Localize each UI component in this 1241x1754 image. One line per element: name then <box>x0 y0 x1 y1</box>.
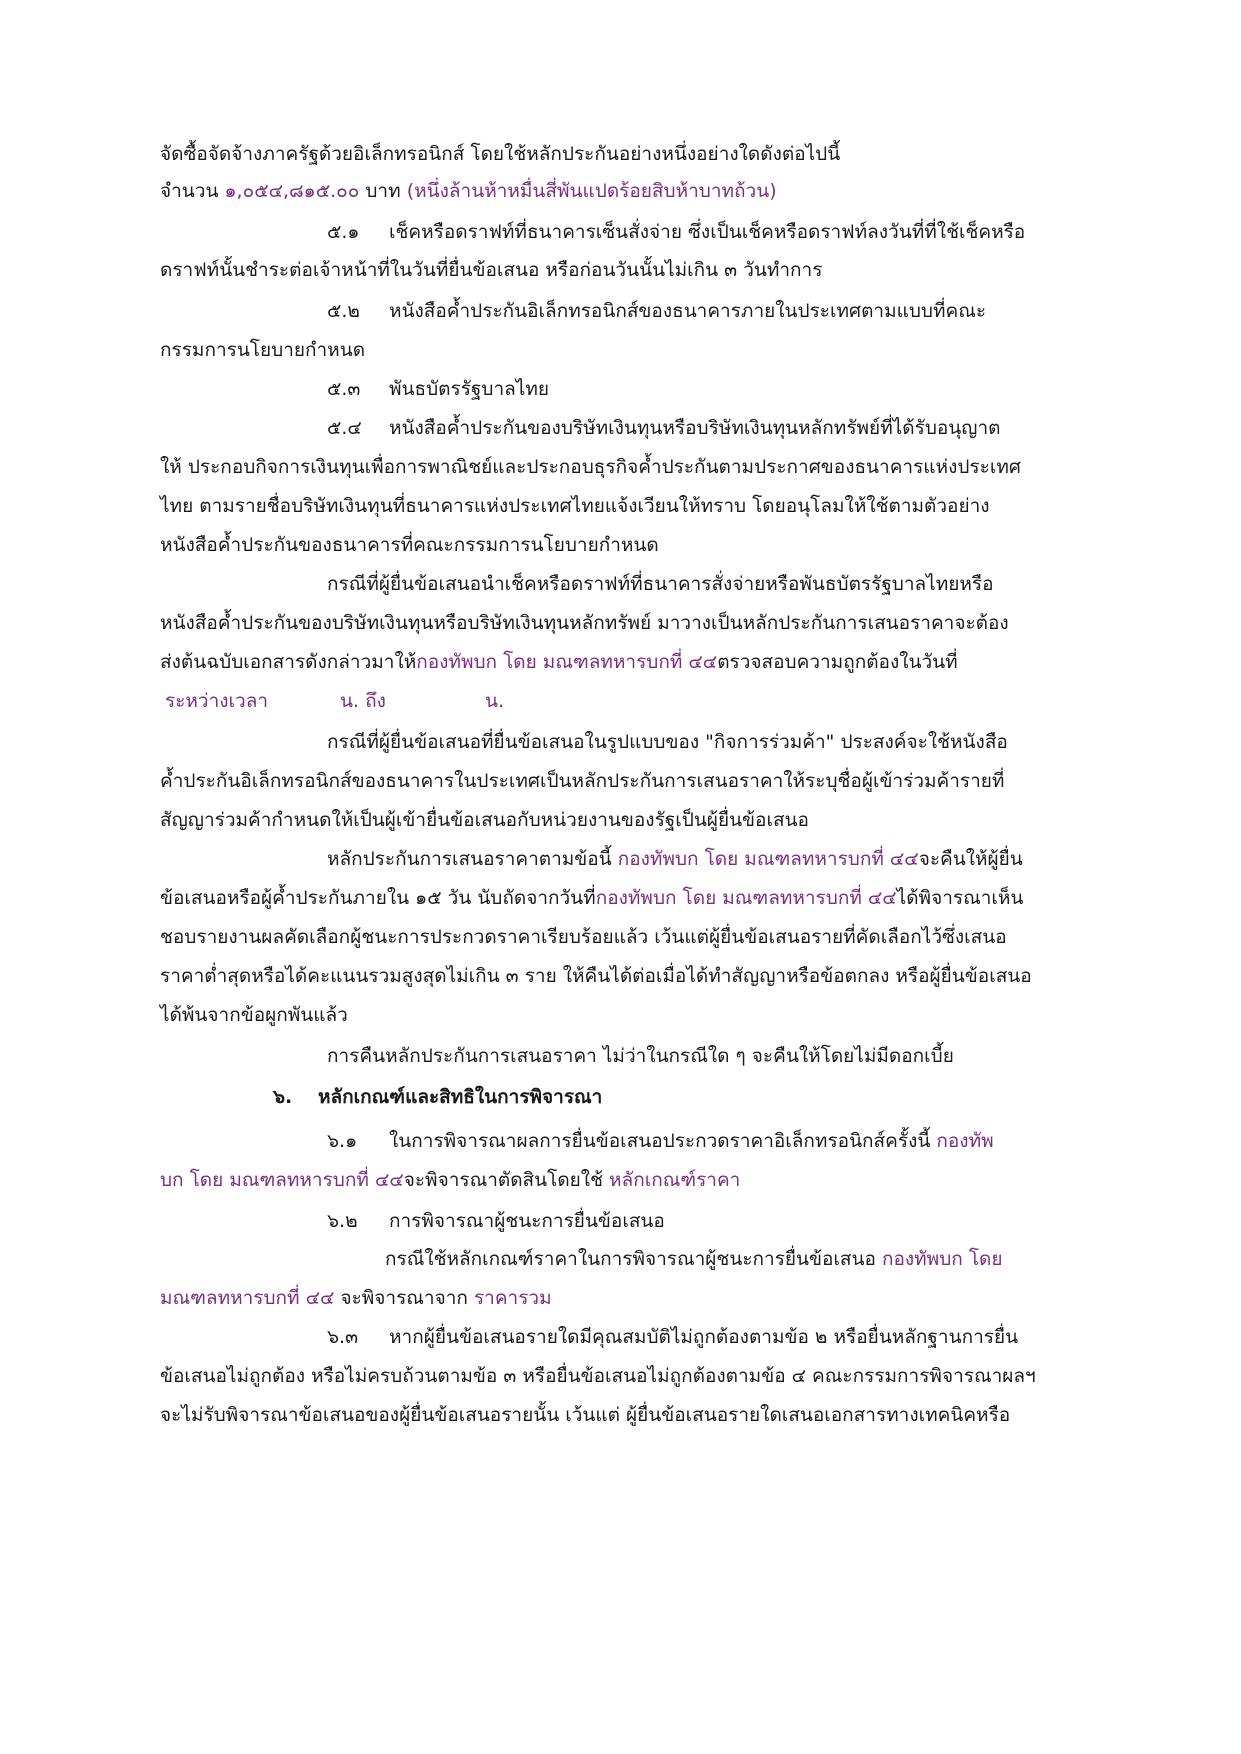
section-title: หลักเกณฑ์และสิทธิในการพิจารณา <box>318 1086 603 1108</box>
criteria-value: ราคารวม <box>473 1287 552 1309</box>
item-text: หนังสือค้ำประกันของธนาคารที่คณะกรรมการนโยบายกำหนด <box>160 534 659 556</box>
time-to-label: น. ถึง <box>340 690 386 712</box>
paragraph-line <box>160 647 958 677</box>
item-number: ๕.๑ <box>327 221 360 243</box>
item-5-4-cont <box>160 491 990 521</box>
paragraph-line <box>160 805 809 835</box>
paragraph-line <box>327 569 994 599</box>
item-number: ๕.๒ <box>327 300 360 322</box>
paragraph-text: ค้ำประกันอิเล็กทรอนิกส์ของธนาคารในประเทศเป็นหลักประกันการเสนอราคาให้ระบุชื่อผู้เข้าร่วมค้ารายที่ <box>160 770 1005 792</box>
item-text: จะพิจารณาจาก <box>340 1287 468 1309</box>
paragraph-text: ตรวจสอบความถูกต้องในวันที่ <box>717 651 958 673</box>
paragraph-line <box>327 844 1023 874</box>
agency-name: บก โดย มณฑลทหารบกที่ ๔๔ <box>160 1169 404 1191</box>
paragraph-text: ราคาต่ำสุดหรือได้คะแนนรวมสูงสุดไม่เกิน ๓ ราย ให้คืนได้ต่อเมื่อได้ทำสัญญาหรือข้อตกลง หรือผู้ยื่นข้อเสนอ <box>160 965 1032 987</box>
item-number: ๖.๑ <box>327 1130 358 1152</box>
intro-text: จัดซื้อจัดจ้างภาครัฐด้วยอิเล็กทรอนิกส์ โดยใช้หลักประกันอย่างหนึ่งอย่างใดดังต่อไปนี้ <box>160 143 841 165</box>
agency-name: กองทัพ <box>936 1130 994 1152</box>
paragraph-line <box>160 922 1007 952</box>
item-5-1-cont <box>160 255 822 285</box>
item-text: หนังสือค้ำประกันของบริษัทเงินทุนหรือบริษัทเงินทุนหลักทรัพย์ที่ได้รับอนุญาต <box>389 417 1001 439</box>
paragraph-text: ได้พิจารณาเห็น <box>896 887 1024 909</box>
item-text: ในการพิจารณาผลการยื่นข้อเสนอประกวดราคาอิเล็กทรอนิกส์ครั้งนี้ <box>389 1130 931 1152</box>
criteria-value: หลักเกณฑ์ราคา <box>609 1169 741 1191</box>
item-5-1 <box>327 217 1025 247</box>
paragraph-line <box>160 883 1023 913</box>
paragraph-text: กรณีที่ผู้ยื่นข้อเสนอนำเช็คหรือดราฟท์ที่ธนาคารสั่งจ่ายหรือพันธบัตรรัฐบาลไทยหรือ <box>327 573 994 595</box>
item-number: ๖.๓ <box>327 1326 359 1348</box>
item-5-3 <box>327 374 549 404</box>
paragraph-line <box>160 608 1009 638</box>
section-6-heading <box>273 1082 602 1112</box>
agency-name: กองทัพบก โดย มณฑลทหารบกที่ ๔๔ <box>416 651 718 673</box>
paragraph-line <box>160 766 1004 796</box>
item-number: ๖.๒ <box>327 1210 358 1232</box>
item-6-2 <box>327 1206 665 1236</box>
item-6-2-cont <box>160 1283 552 1313</box>
amount-words: (หนึ่งล้านห้าหมื่นสี่พันแปดร้อยสิบห้าบาทถ้วน) <box>406 180 777 202</box>
item-6-3 <box>327 1322 1018 1352</box>
amount-value: ๑,๐๕๔,๘๑๕.๐๐ <box>224 180 360 202</box>
paragraph-line <box>160 1000 348 1030</box>
paragraph-text: หนังสือค้ำประกันของบริษัทเงินทุนหรือบริษัทเงินทุนหลักทรัพย์ มาวางเป็นหลักประกันการเสนอราคาจะต้อง <box>160 612 1009 634</box>
item-6-1-cont <box>160 1165 740 1195</box>
item-6-2-sub <box>385 1244 1003 1274</box>
item-5-4 <box>327 413 1000 443</box>
item-5-4-cont <box>160 530 659 560</box>
item-6-1 <box>327 1126 994 1156</box>
item-number: ๕.๓ <box>327 378 361 400</box>
paragraph-text: สัญญาร่วมค้ากำหนดให้เป็นผู้เข้ายื่นข้อเสนอกับหน่วยงานของรัฐเป็นผู้ยื่นข้อเสนอ <box>160 809 809 831</box>
item-text: ข้อเสนอไม่ถูกต้อง หรือไม่ครบถ้วนตามข้อ ๓ หรือยื่นข้อเสนอไม่ถูกต้องตามข้อ ๔ คณะกรรมการพิจารณาผลฯ <box>160 1365 1036 1387</box>
intro-line <box>160 139 840 169</box>
item-6-3-cont <box>160 1361 1036 1391</box>
agency-name: กองทัพบก โดย มณฑลทหารบกที่ ๔๔ <box>595 887 897 909</box>
item-text: เช็คหรือดราฟท์ที่ธนาคารเซ็นสั่งจ่าย ซึ่งเป็นเช็คหรือดราฟท์ลงวันที่ที่ใช้เช็คหรือ <box>389 221 1026 243</box>
section-number: ๖. <box>273 1086 293 1108</box>
agency-name: กองทัพบก โดย <box>881 1248 1003 1270</box>
paragraph-line <box>327 727 1008 757</box>
item-text: ไทย ตามรายชื่อบริษัทเงินทุนที่ธนาคารแห่งประเทศไทยแจ้งเวียนให้ทราบ โดยอนุโลมให้ใช้ตามตัวอย่าง <box>160 495 990 517</box>
paragraph-text: ข้อเสนอหรือผู้ค้ำประกันภายใน ๑๕ วัน นับถัดจากวันที่ <box>160 887 596 909</box>
item-text: พันธบัตรรัฐบาลไทย <box>389 378 549 400</box>
item-text: การพิจารณาผู้ชนะการยื่นข้อเสนอ <box>389 1210 665 1232</box>
item-text: กรรมการนโยบายกำหนด <box>160 339 366 361</box>
item-5-4-cont <box>160 452 1021 482</box>
item-5-2 <box>327 296 986 326</box>
paragraph-text: การคืนหลักประกันการเสนอราคา ไม่ว่าในกรณีใด ๆ จะคืนให้โดยไม่มีดอกเบี้ย <box>327 1045 954 1067</box>
amount-line <box>160 176 777 206</box>
item-text: หนังสือค้ำประกันอิเล็กทรอนิกส์ของธนาคารภายในประเทศตามแบบที่คณะ <box>389 300 987 322</box>
paragraph-text: หลักประกันการเสนอราคาตามข้อนี้ <box>327 848 612 870</box>
item-6-3-cont <box>160 1400 1010 1430</box>
item-5-2-cont <box>160 335 365 365</box>
item-text: จะไม่รับพิจารณาข้อเสนอของผู้ยื่นข้อเสนอรายนั้น เว้นแต่ ผู้ยื่นข้อเสนอรายใดเสนอเอกสารทางเทคนิคหรือ <box>160 1404 1011 1426</box>
agency-name: กองทัพบก โดย มณฑลทหารบกที่ ๔๔ <box>617 848 919 870</box>
item-text: ให้ ประกอบกิจการเงินทุนเพื่อการพาณิชย์และประกอบธุรกิจค้ำประกันตามประกาศของธนาคารแห่งประเทศ <box>160 456 1021 478</box>
paragraph-text: ชอบรายงานผลคัดเลือกผู้ชนะการประกวดราคาเรียบร้อยแล้ว เว้นแต่ผู้ยื่นข้อเสนอรายที่คัดเลือกไว้ซึ่งเสนอ <box>160 926 1007 948</box>
item-text: ดราฟท์นั้นชำระต่อเจ้าหน้าที่ในวันที่ยื่นข้อเสนอ หรือก่อนวันนั้นไม่เกิน ๓ วันทำการ <box>160 259 823 281</box>
amount-unit: บาท <box>365 180 401 202</box>
paragraph-text: กรณีที่ผู้ยื่นข้อเสนอที่ยื่นข้อเสนอในรูปแบบของ "กิจการร่วมค้า" ประสงค์จะใช้หนังสือ <box>327 731 1008 753</box>
item-text: จะพิจารณาตัดสินโดยใช้ <box>403 1169 603 1191</box>
paragraph-line <box>327 1041 954 1071</box>
agency-name: มณฑลทหารบกที่ ๔๔ <box>160 1287 335 1309</box>
item-text: หากผู้ยื่นข้อเสนอรายใดมีคุณสมบัติไม่ถูกต้องตามข้อ ๒ หรือยื่นหลักฐานการยื่น <box>389 1326 1019 1348</box>
time-range-line <box>165 686 505 716</box>
paragraph-text: จะคืนให้ผู้ยื่น <box>918 848 1023 870</box>
paragraph-text: ได้พ้นจากข้อผูกพันแล้ว <box>160 1004 348 1026</box>
amount-prefix: จำนวน <box>160 180 219 202</box>
paragraph-line <box>160 961 1032 991</box>
item-text: กรณีใช้หลักเกณฑ์ราคาในการพิจารณาผู้ชนะการยื่นข้อเสนอ <box>385 1248 876 1270</box>
item-number: ๕.๔ <box>327 417 362 439</box>
time-label: ระหว่างเวลา <box>165 690 269 712</box>
time-end-label: น. <box>485 690 505 712</box>
paragraph-text: ส่งต้นฉบับเอกสารดังกล่าวมาให้ <box>160 651 417 673</box>
